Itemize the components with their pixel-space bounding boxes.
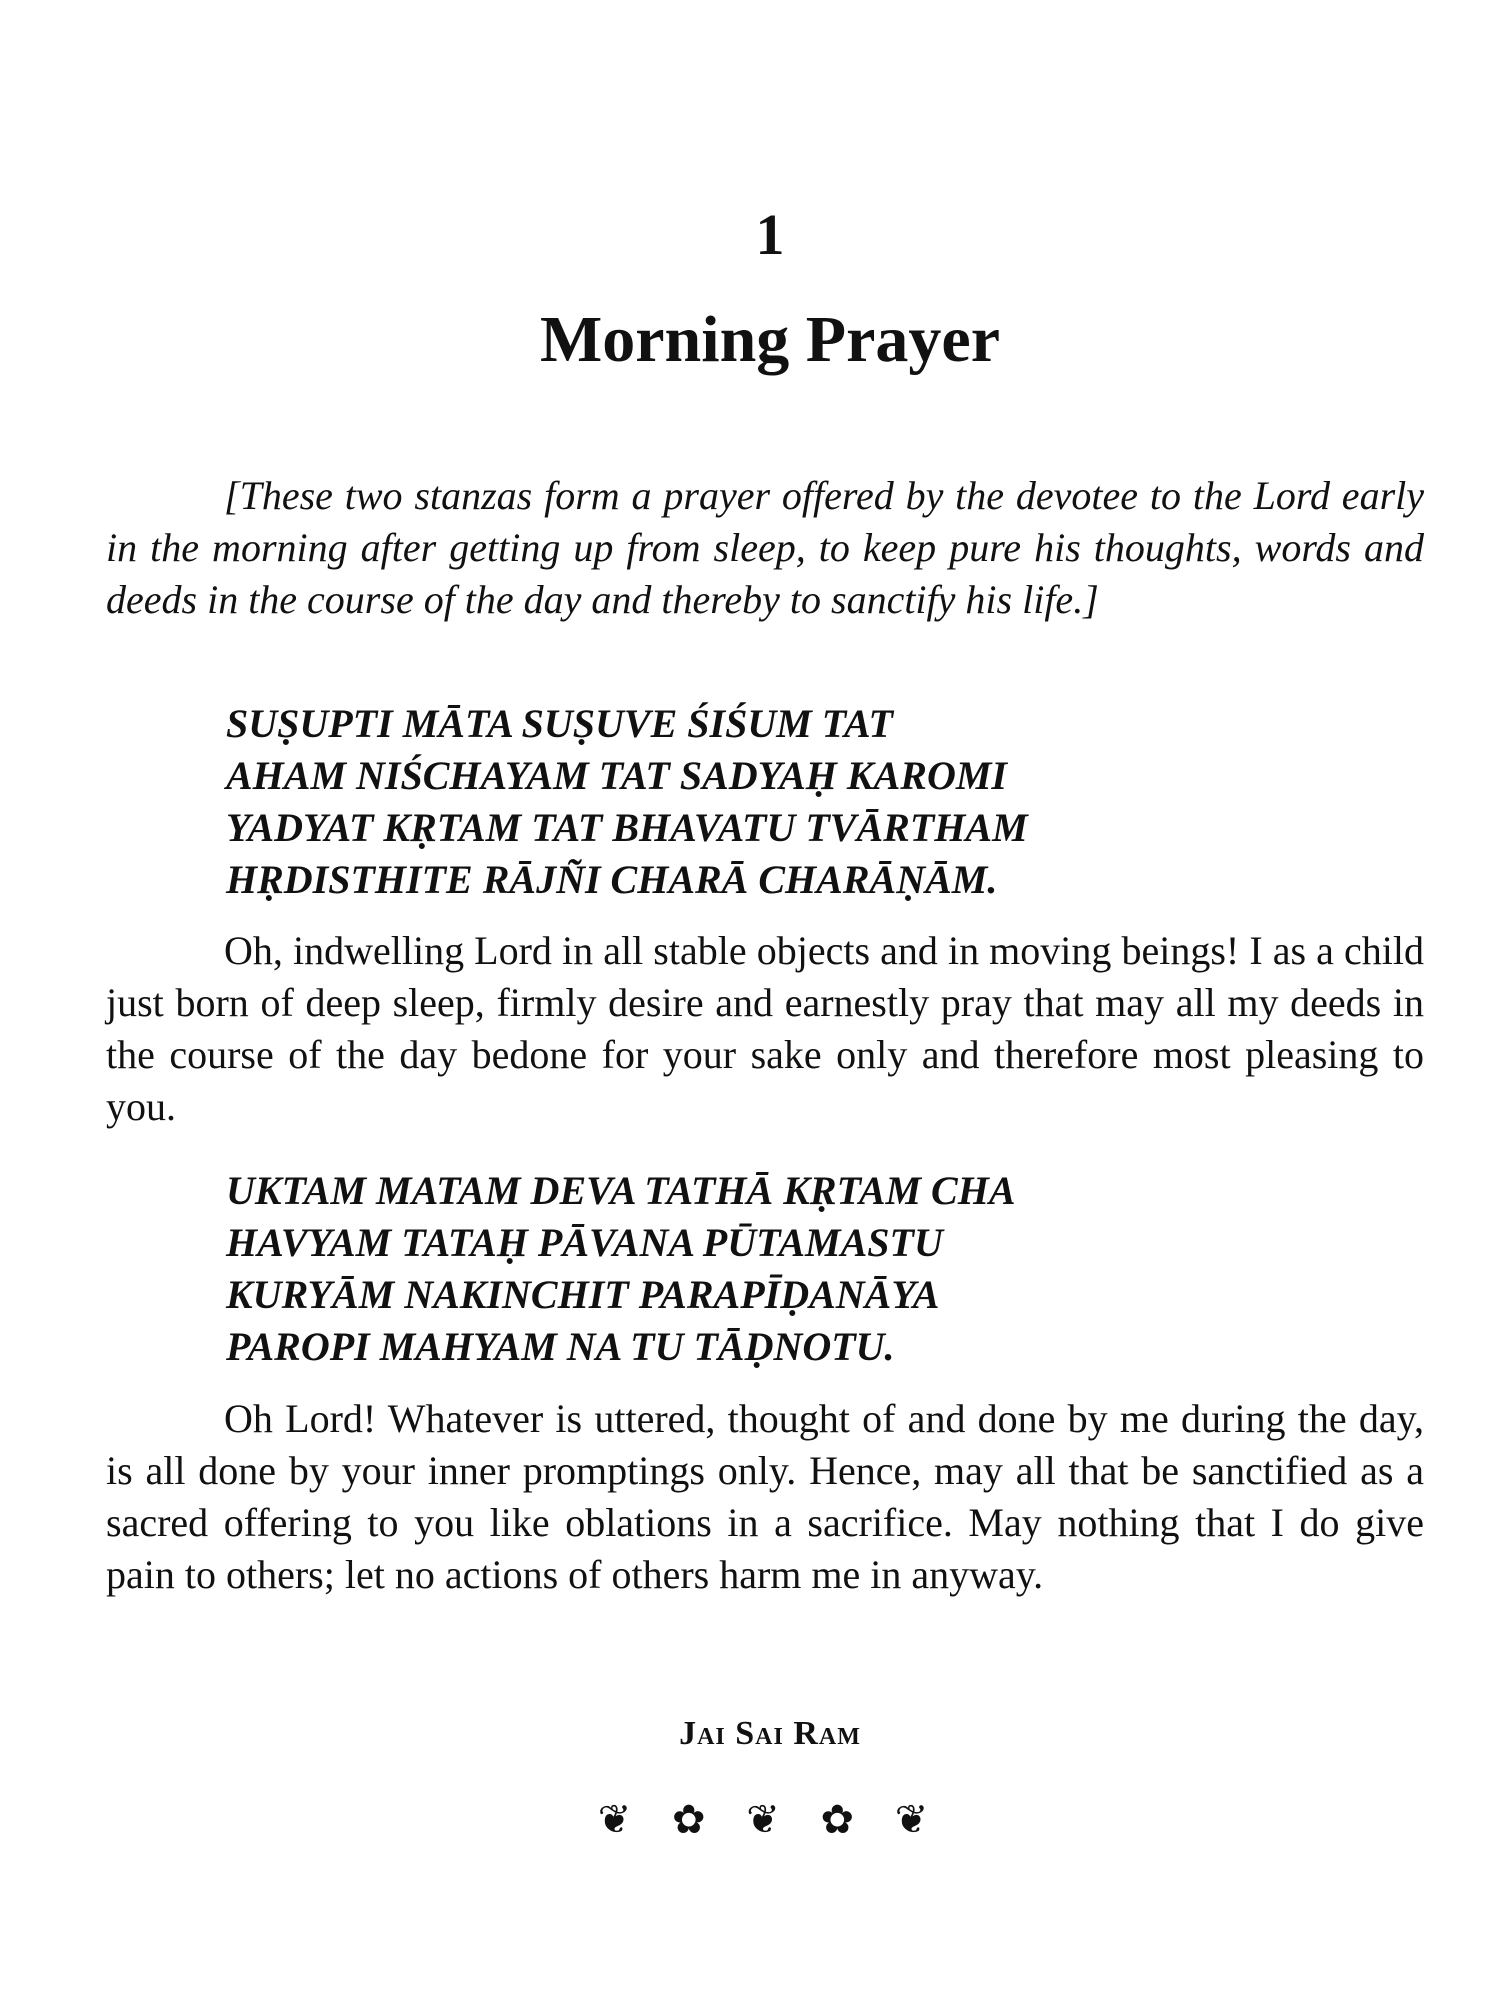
floral-ornament-icon: ❦ ✿ ❦ ✿ ❦ xyxy=(597,1797,943,1843)
verse-line: YADYAT KṚTAM TAT BHAVATU TVĀRTHAM xyxy=(226,805,1028,850)
verse-line: PAROPI MAHYAM NA TU TĀḌNOTU. xyxy=(226,1324,895,1369)
verse-line: UKTAM MATAM DEVA TATHĀ KṚTAM CHA xyxy=(226,1168,1016,1213)
verse-line: HṚDISTHITE RĀJÑI CHARĀ CHARĀṆĀM. xyxy=(226,857,998,902)
verse-line: SUṢUPTI MĀTA SUṢUVE ŚIŚUM TAT xyxy=(226,701,893,746)
verse-stanza-2 xyxy=(226,1165,1456,1373)
closing-salutation: Jai Sai Ram xyxy=(679,1715,861,1752)
chapter-number: 1 xyxy=(755,202,785,267)
verse-line: HAVYAM TATAḤ PĀVANA PŪTAMASTU xyxy=(226,1220,943,1265)
translation-paragraph-1: Oh, indwelling Lord in all stable objects and in moving beings! I as a child just born of deep sleep, firmly desire and earnestly pray that may all my deeds in the course of the day bedone for your sake only and therefore most pleasing to you. xyxy=(106,928,1424,1129)
verse-line: KURYĀM NAKINCHIT PARAPĪḌANĀYA xyxy=(226,1272,940,1317)
verse-stanza-1 xyxy=(226,698,1456,906)
verse-line: AHAM NIŚCHAYAM TAT SADYAḤ KAROMI xyxy=(226,753,1007,798)
intro-paragraph: [These two stanzas form a prayer offered by the devotee to the Lord early in the morning after getting up from sleep, to keep pure his thoughts, words and deeds in the course of the day and thereby to sanctify his life.] xyxy=(106,473,1424,622)
chapter-title: Morning Prayer xyxy=(539,303,1001,376)
translation-paragraph-2: Oh Lord! Whatever is uttered, thought of and done by me during the day, is all done by your inner promptings only. Hence, may all that be sanctified as a sacred offering to you like oblations in a sacrifice. May nothing that I do give pain to others; let no actions of others harm me in anyway. xyxy=(106,1396,1424,1597)
